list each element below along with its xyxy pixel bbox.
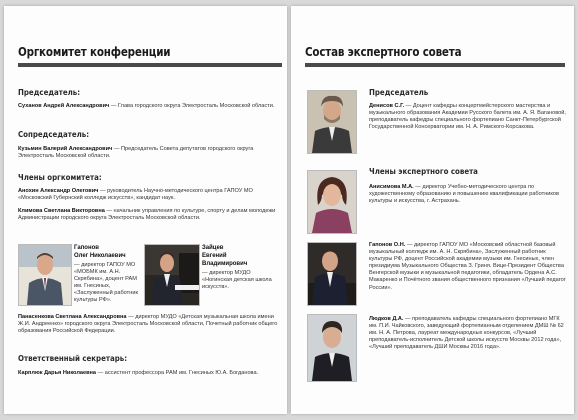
cochair-name: Кузьмин Валерий Александрович (18, 146, 113, 152)
gaponov-expert-photo (307, 242, 357, 306)
secretary-name: Карплюк Дарья Николаевна (18, 370, 97, 376)
chair-entry (18, 103, 280, 110)
expert-lyudkov-desc: — преподаватель кафедры специального фортепиано МГК им. П.И. Чайковского, заведующий фортепианным отделением ДМШ № 62 им. Н. А. Петрова, лауреат международных конкурсов, «Лучший преподаватель-исполнитель Детской школы искусств Москвы 2012 года», «Лучший преподаватель ДШИ Москвы 2016 года». (369, 316, 564, 351)
expert-gaponov-desc: — директор ГАПОУ МО «Московский областной базовый музыкальный колледж им. А. Н. Скрябина», Заслуженный работник культуры РФ, доцент Российской академии музыки им. Гнесиных, член президиума Музыкального Общества З. Гриня. Вице-Президент Общества Венгерской музыки и музыкальной педагогики, обладатель Ордена А.С. Макаренко и Почётного звания общественного признания «Лучший педагог России». (369, 242, 566, 291)
chair-name: Суханов Андрей Александрович (18, 103, 110, 109)
expert-denisov-name: Денисов С.Г. (369, 103, 405, 109)
title-underline (18, 63, 282, 67)
title-underline (305, 63, 565, 67)
left-page-title: Оргкомитет конференции (18, 44, 171, 59)
member-klimova (18, 208, 280, 222)
secretary-desc: — ассистент профессора РАМ им. Гнесиных Ю.А. Богданова. (96, 370, 259, 376)
expert-lyudkov (369, 316, 567, 351)
expert-gaponov (369, 242, 567, 292)
zaitsev-desc: — директор МУДО «Ногинская детская школа искусств». (202, 270, 272, 290)
zaitsev-photo (144, 244, 200, 306)
right-page-title: Состав экспертного совета (305, 44, 462, 59)
member-panasenkova (18, 314, 280, 335)
denisov-photo (307, 90, 357, 154)
right-page (291, 6, 574, 414)
expert-denisov-desc: — Доцент кафедры концертмейстерского мастерства и музыкального образования Академии Русского балета им. А. Я. Вагановой, преподаватель кафедры специального фортепиано Санкт-Петербургской Государственной Консерватории им. Н. А. Римского-Корсакова. (369, 103, 566, 131)
gaponov-photo (18, 244, 72, 306)
gaponov-given-name: Олег Николаевич (74, 253, 126, 259)
gaponov-desc: — директор ГАПОУ МО «МОБМК им. А.Н. Скрябина», доцент РАМ им. Гнесиных, «Заслуженный работник культуры РФ». (74, 262, 138, 303)
cochair-entry (18, 146, 280, 160)
expert-anisimova-name: Анисимова М.А. (369, 184, 414, 190)
left-page (4, 6, 287, 414)
expert-anisimova-desc: — директор Учебно-методического центра по художественному образованию и повышению квалификации работников культуры и искусства, г. Астрахань. (369, 184, 559, 205)
expert-chair-heading: Председатель (369, 88, 429, 97)
lyudkov-photo (307, 314, 357, 382)
member-anokhin-desc: — руководитель Научно-методического центра ГАПОУ МО «Московский Губернский колледж искусств», кандидат наук. (18, 188, 253, 202)
secretary-entry (18, 370, 280, 377)
expert-gaponov-name: Гапонов О.Н. (369, 242, 406, 248)
anisimova-photo (307, 170, 357, 234)
expert-anisimova (369, 184, 567, 205)
zaitsev-patronymic: Владимирович (202, 261, 248, 267)
expert-members-heading: Члены экспертного совета (369, 167, 478, 176)
member-klimova-name: Климова Светлана Викторовна (18, 208, 105, 214)
cochair-desc: — Председатель Совета депутатов городского округа Электросталь Московской области. (18, 146, 254, 160)
member-anokhin (18, 188, 280, 202)
member-klimova-desc: — начальник управления по культуре, спорту и делам молодежи Администрации городского округа Электросталь Московской области. (18, 208, 276, 222)
secretary-heading: Ответственный секретарь: (18, 354, 128, 363)
members-heading: Члены оргкомитета: (18, 173, 102, 182)
member-panasenkova-desc: — директор МУДО «Детская музыкальная школа имени Ж.И. Андреенко» городского округа Электросталь Московской области, Почетный работник общего образования Российской Федерации. (18, 314, 278, 335)
member-anokhin-name: Анохин Александр Олегович (18, 188, 99, 194)
chair-heading: Председатель: (18, 88, 81, 97)
chair-desc: — Глава городского округа Электросталь Московской области. (109, 103, 275, 109)
gaponov-surname: Гапонов (74, 245, 99, 251)
expert-lyudkov-name: Людков Д.А. (369, 316, 404, 322)
cochair-heading: Сопредседатель: (18, 130, 90, 139)
zaitsev-surname: Зайцев (202, 245, 224, 251)
expert-denisov (369, 103, 567, 131)
zaitsev-given-name: Евгений (202, 253, 227, 259)
member-panasenkova-name: Панасенкова Светлана Александровна (18, 314, 127, 320)
